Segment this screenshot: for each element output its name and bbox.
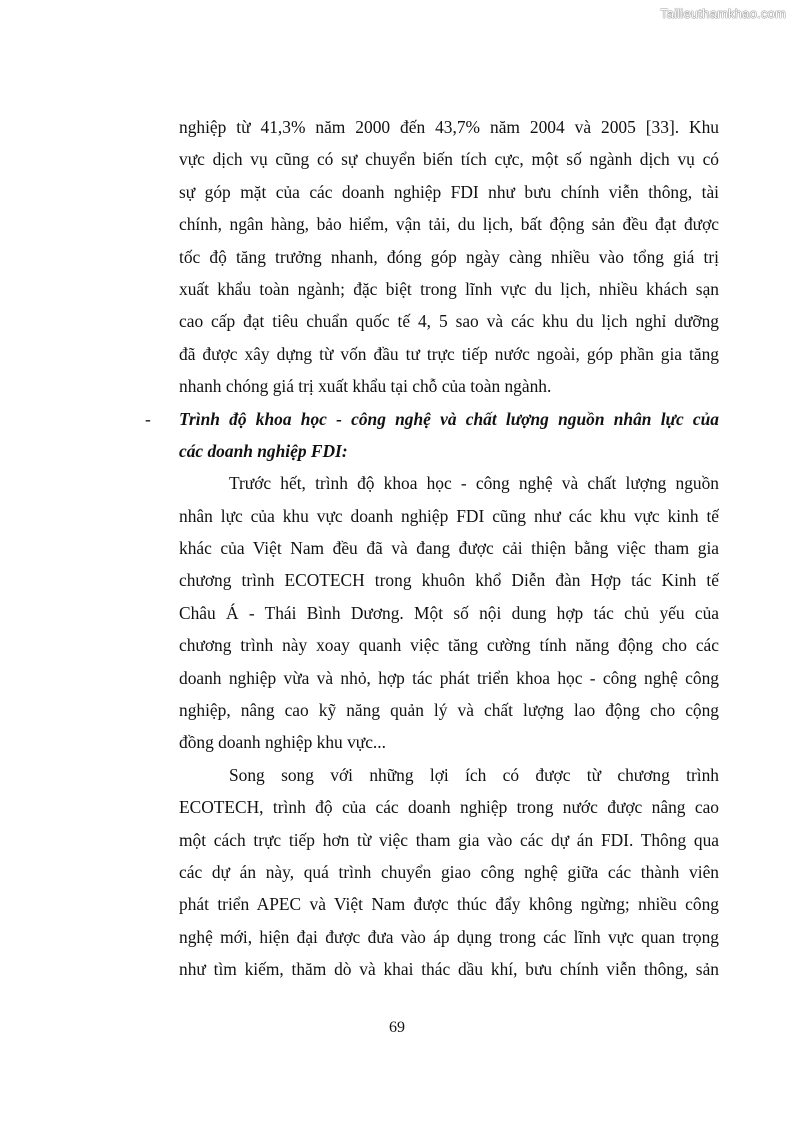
text-line: doanh nghiệp vừa và nhỏ, hợp tác phát triển khoa học - công nghệ công [179, 667, 719, 688]
text-line: đã được xây dựng từ vốn đầu tư trực tiếp nước ngoài, góp phần gia tăng [179, 343, 719, 364]
paragraph-1 [179, 111, 719, 403]
text-line: nhân lực của khu vực doanh nghiệp FDI cũng như các khu vực kinh tế [179, 505, 719, 526]
text-line: Song song với những lợi ích có được từ chương trình [229, 764, 719, 785]
text-line: sự góp mặt của các doanh nghiệp FDI như bưu chính viễn thông, tài [179, 181, 719, 202]
text-line: nhanh chóng giá trị xuất khẩu tại chỗ của toàn ngành. [179, 376, 552, 397]
text-line: vực dịch vụ cũng có sự chuyển biến tích cực, một số ngành dịch vụ có [179, 149, 719, 170]
text-line: ECOTECH, trình độ của các doanh nghiệp trong nước được nâng cao [179, 797, 719, 818]
text-line: tốc độ tăng trưởng nhanh, đóng góp ngày càng nhiều vào tổng giá trị [179, 246, 719, 267]
heading-line: Trình độ khoa học - công nghệ và chất lượng nguồn nhân lực của [179, 408, 719, 429]
text-line: cao cấp đạt tiêu chuẩn quốc tế 4, 5 sao và các khu du lịch nghỉ dưỡng [179, 311, 719, 332]
text-line: như tìm kiếm, thăm dò và khai thác dầu khí, bưu chính viễn thông, sản [179, 959, 719, 980]
text-line: đồng doanh nghiệp khu vực... [179, 732, 386, 753]
text-line: nghiệp, nâng cao kỹ năng quản lý và chất lượng lao động cho cộng [179, 700, 719, 721]
paragraph-2 [179, 467, 719, 759]
watermark-text: Tailieuthamkhao.com [660, 6, 786, 21]
text-line: Châu Á - Thái Bình Dương. Một số nội dung hợp tác chủ yếu của [179, 602, 719, 623]
text-line: một cách trực tiếp hơn từ việc tham gia vào các dự án FDI. Thông qua [179, 829, 719, 850]
paragraph-3 [179, 759, 719, 986]
section-heading [145, 403, 719, 468]
page-number: 69 [389, 1019, 405, 1036]
text-line: nghệ mới, hiện đại được đưa vào áp dụng trong các lĩnh vực quan trọng [179, 926, 719, 947]
text-line: chương trình này xoay quanh việc tăng cường tính năng động cho các [179, 635, 719, 656]
text-line: khác của Việt Nam đều đã và đang được cải thiện bằng việc tham gia [179, 538, 719, 559]
text-line: xuất khẩu toàn ngành; đặc biệt trong lĩnh vực du lịch, nhiều khách sạn [179, 278, 719, 299]
text-line: chương trình ECOTECH trong khuôn khổ Diễn đàn Hợp tác Kinh tế [179, 570, 719, 591]
document-body [145, 111, 719, 986]
text-line: các dự án này, quá trình chuyển giao công nghệ giữa các thành viên [179, 861, 719, 882]
text-line: phát triển APEC và Việt Nam được thúc đẩy không ngừng; nhiều công [179, 894, 719, 915]
bullet-dash: - [145, 408, 151, 429]
heading-line: các doanh nghiệp FDI: [179, 440, 348, 461]
text-line: chính, ngân hàng, bảo hiểm, vận tải, du lịch, bất động sản đều đạt được [179, 214, 719, 235]
text-line: Trước hết, trình độ khoa học - công nghệ và chất lượng nguồn [229, 473, 719, 494]
text-line: nghiệp từ 41,3% năm 2000 đến 43,7% năm 2004 và 2005 [33]. Khu [179, 117, 719, 137]
